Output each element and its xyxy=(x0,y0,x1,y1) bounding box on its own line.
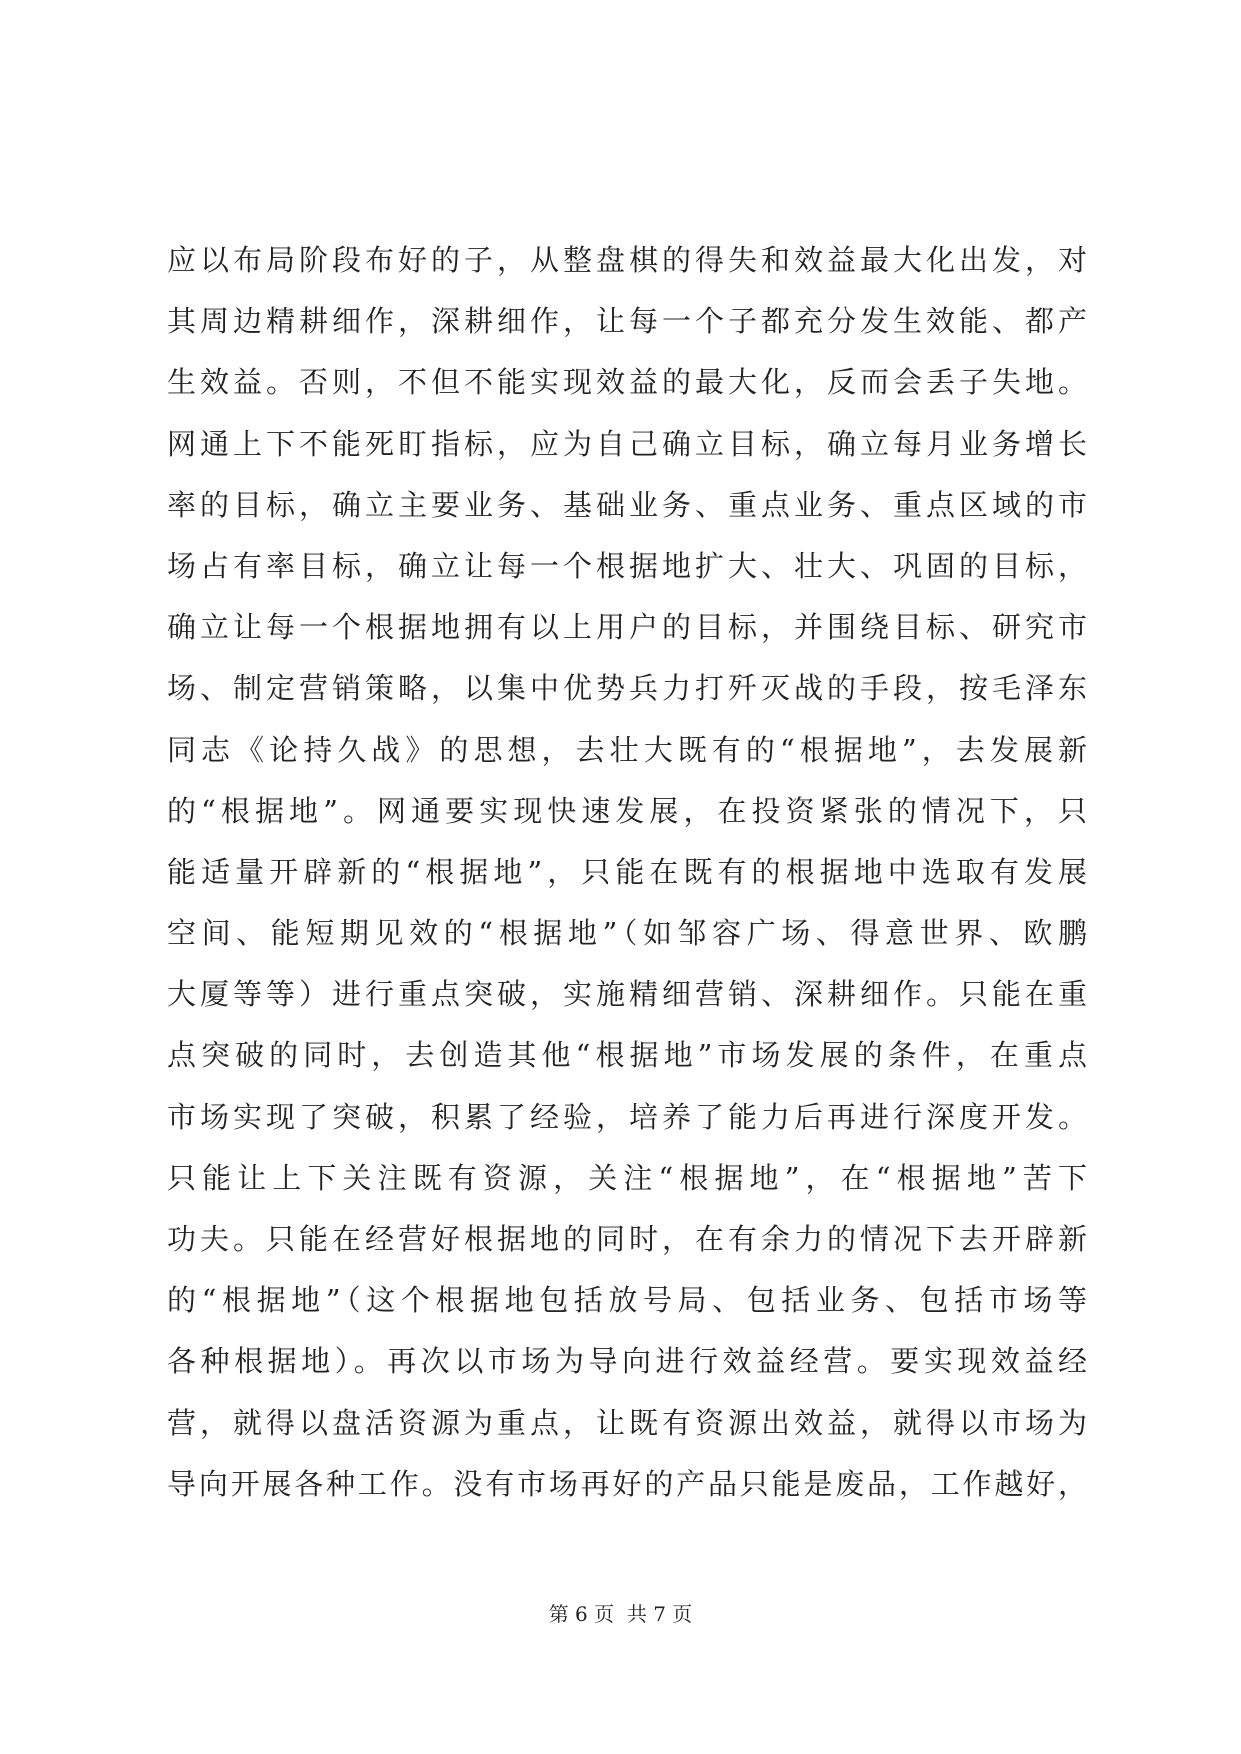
text-line: 能适量开辟新的“根据地”，只能在既有的根据地中选取有发展 xyxy=(167,854,1087,889)
text-line: 只能让上下关注既有资源，关注“根据地”，在“根据地”苦下 xyxy=(167,1160,1087,1195)
text-line: 空间、能短期见效的“根据地”（如邹容广场、得意世界、欧鹏 xyxy=(167,916,1087,951)
text-line: 市场实现了突破，积累了经验，培养了能力后再进行深度开发。 xyxy=(167,1099,1087,1134)
text-line: 场占有率目标，确立让每一个根据地扩大、壮大、巩固的目标， xyxy=(167,548,1087,583)
text-line: 网通上下不能死盯指标，应为自己确立目标，确立每月业务增长 xyxy=(167,426,1087,461)
text-line: 场、制定营销策略，以集中优势兵力打歼灭战的手段，按毛泽东 xyxy=(167,671,1087,706)
text-line: 各种根据地）。再次以市场为导向进行效益经营。要实现效益经 xyxy=(167,1344,1087,1379)
page-footer: 第 6 页 共 7 页 xyxy=(548,1602,693,1626)
text-line: 功夫。只能在经营好根据地的同时，在有余力的情况下去开辟新 xyxy=(167,1222,1087,1256)
text-line: 营，就得以盘活资源为重点，让既有资源出效益，就得以市场为 xyxy=(167,1405,1087,1440)
text-line: 点突破的同时，去创造其他“根据地”市场发展的条件，在重点 xyxy=(167,1038,1087,1073)
text-line: 导向开展各种工作。没有市场再好的产品只能是废品，工作越好， xyxy=(167,1466,1087,1501)
text-line: 的“根据地”。网通要实现快速发展，在投资紧张的情况下，只 xyxy=(167,793,1087,828)
body-text xyxy=(167,230,1087,1515)
text-line: 其周边精耕细作，深耕细作，让每一个子都充分发生效能、都产 xyxy=(167,304,1087,339)
text-line: 应以布局阶段布好的子，从整盘棋的得失和效益最大化出发，对 xyxy=(167,243,1087,277)
text-line: 确立让每一个根据地拥有以上用户的目标，并围绕目标、研究市 xyxy=(167,610,1087,645)
text-line: 率的目标，确立主要业务、基础业务、重点业务、重点区域的市 xyxy=(167,487,1087,522)
text-line: 同志《论持久战》的思想，去壮大既有的“根据地”，去发展新 xyxy=(167,732,1087,767)
text-line: 生效益。否则，不但不能实现效益的最大化，反而会丢子失地。 xyxy=(167,365,1087,400)
text-line: 大厦等等）进行重点突破，实施精细营销、深耕细作。只能在重 xyxy=(167,977,1087,1012)
text-line: 的“根据地”（这个根据地包括放号局、包括业务、包括市场等 xyxy=(167,1283,1087,1318)
